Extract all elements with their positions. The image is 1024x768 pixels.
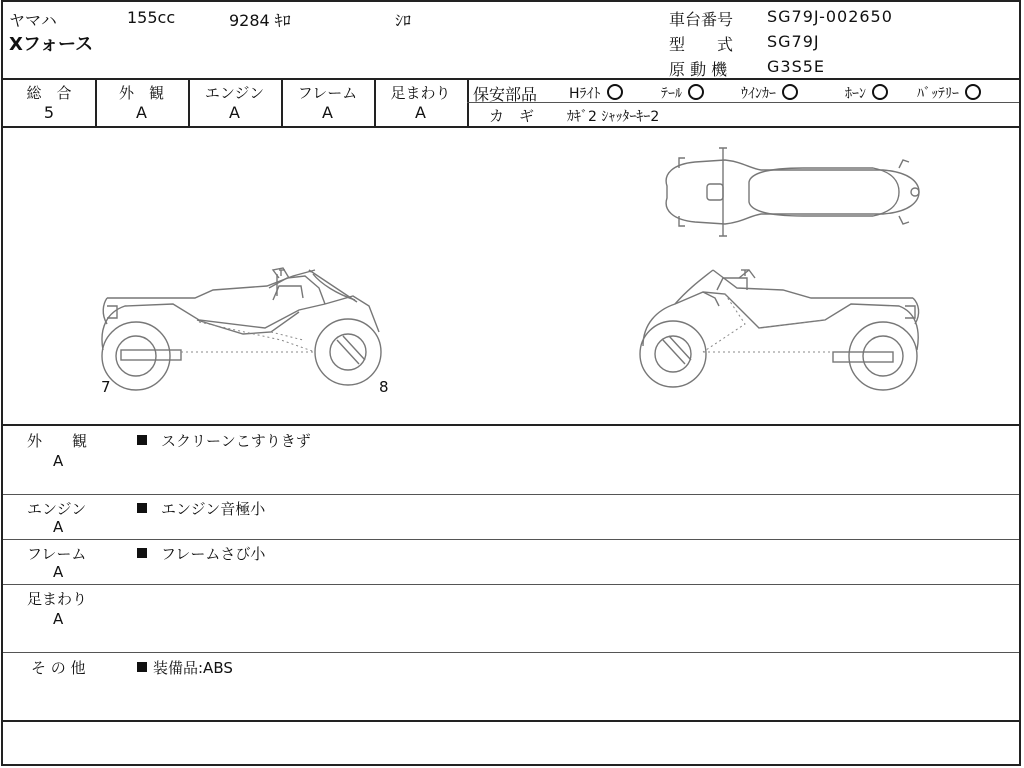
rating-label-suspension: 足まわり [390,84,451,102]
remark-category-suspension: 足まわり [27,590,88,608]
bullet-icon [137,662,147,672]
ok-circle-icon [688,84,704,100]
rating-label-exterior: 外 観 [118,84,164,102]
remark-category-exterior: 外 観 [27,432,88,450]
engine-label: 原 動 機 [669,60,728,79]
rating-label-overall: 総 合 [26,84,72,102]
motorcycle-diagram [3,128,1021,424]
key-value: ｶｷﾞ2 ｼｬｯﾀｰｷｰ2 [567,109,660,125]
diagram-number-right: 8 [379,378,389,396]
rating-value-exterior: A [136,103,147,122]
key-label: カ ギ [489,107,535,125]
right-side-view [640,270,919,390]
remark-grade-suspension: A [53,610,64,628]
maker: ヤマハ [9,11,57,30]
ok-circle-icon [965,84,981,100]
remark-category-frame: フレーム [27,545,87,563]
top-view [666,148,919,236]
safety-item-headlight: Hﾗｲﾄ [569,83,623,103]
rating-value-overall: 5 [43,103,55,122]
divider [3,78,1019,80]
diagram-number-left: 7 [101,378,111,396]
rating-value-suspension: A [415,103,426,122]
remark-category-other: そ の 他 [31,659,86,677]
ok-circle-icon [607,84,623,100]
divider [3,720,1019,722]
remark-grade-frame: A [53,563,64,581]
safety-item-battery: ﾊﾞｯﾃﾘｰ [917,83,981,103]
remark-grade-engine: A [53,518,64,536]
safety-item-tail: ﾃｰﾙ [661,83,704,103]
displacement: 155cc [127,8,176,27]
rating-label-frame: フレーム [297,84,358,102]
remark-note-frame: フレームさび小 [137,543,265,564]
rating-value-frame: A [322,103,333,122]
remark-note-exterior: スクリーンこすりきず [137,430,311,451]
bullet-icon [137,503,147,513]
safety-item-winker: ｳｲﾝｶｰ [741,83,798,103]
frame-no: SG79J-002650 [767,7,893,26]
model-name: Xフォース [9,34,94,55]
safety-label: 保安部品 [473,85,538,104]
rating-label-engine: エンジン [204,84,265,102]
type-value: SG79J [767,32,820,51]
rating-value-engine: A [229,103,240,122]
remark-note-other: 装備品:ABS [137,657,233,678]
safety-item-horn: ﾎｰﾝ [845,83,888,103]
remark-grade-exterior: A [53,452,64,470]
ok-circle-icon [782,84,798,100]
bullet-icon [137,435,147,445]
divider [3,424,1019,426]
inspection-sheet [1,0,1021,766]
bullet-icon [137,548,147,558]
ok-circle-icon [872,84,888,100]
engine-value: G3S5E [767,57,826,76]
mileage: 9284 ｷﾛ [229,11,291,30]
frame-no-label: 車台番号 [669,10,734,29]
left-side-view [102,268,381,390]
type-label: 型 式 [669,35,734,54]
remark-category-engine: エンジン [27,500,87,518]
remark-note-engine: エンジン音極小 [137,498,265,519]
color: ｼﾛ [395,11,412,30]
